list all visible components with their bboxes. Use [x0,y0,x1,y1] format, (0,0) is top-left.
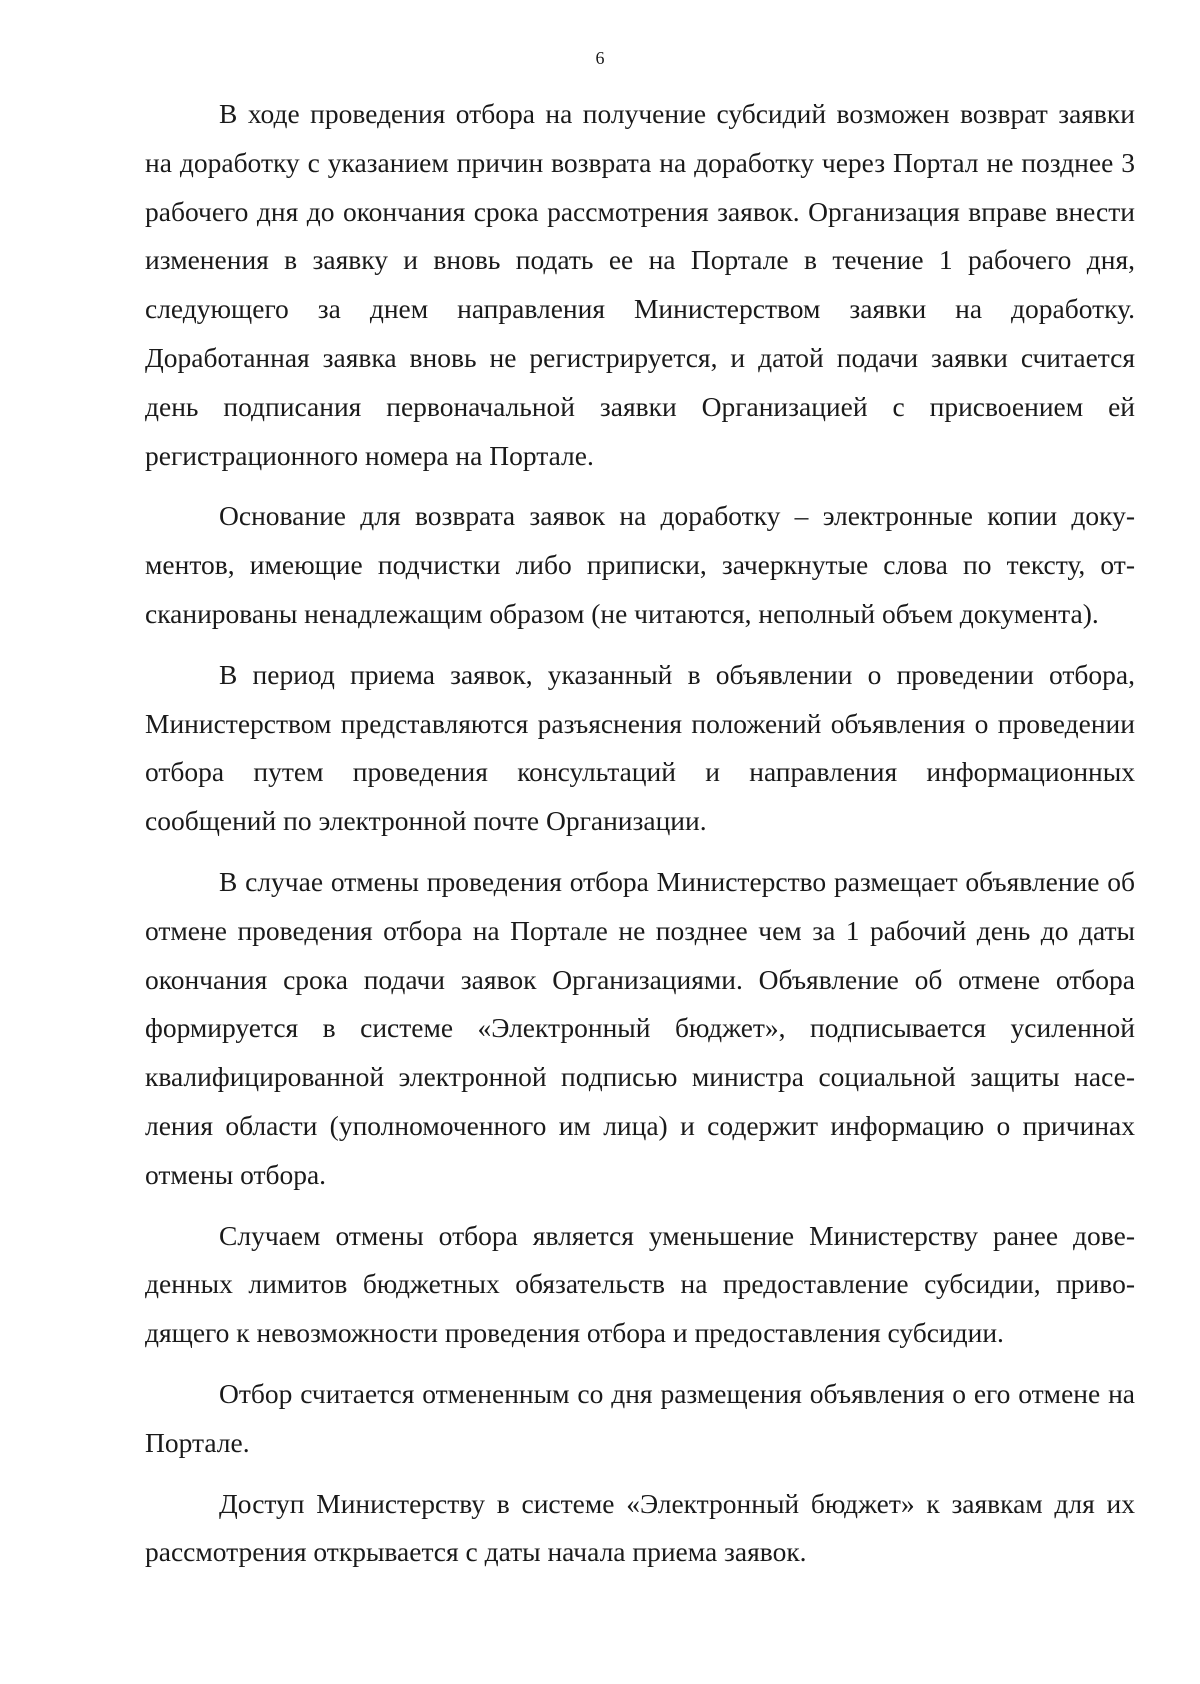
paragraph-return-for-revision: В ходе проведения отбора на получение субсидий возможен возврат заявки на доработку с указанием причин возврата на доработку через Портал не позднее 3 рабочего дня до окончания срока рассмотрения заявок. Организация вправе внести изменения в заявку и вновь подать ее на Портале в течение 1 рабочего дня, следующего за днем направления Министерством заявки на доработку. Доработанная заявка вновь не регистрируется, и датой подачи заявки считается день подписания первоначальной заявки Организацией с присвоением ей регистрационного номера на Портале. [145,98,1135,471]
document-body [145,90,1135,1577]
page-number: 6 [595,48,605,68]
paragraph-clarifications: В период приема заявок, указанный в объявлении о проведении отбора, Министерством представляются разъяснения положений объявления о проведении отбора путем проведения консультаций и направления информационных сообщений по электронной почте Организации. [145,658,1135,837]
paragraph-return-grounds: Основание для возврата заявок на доработку – электронные копии документов, имеющие подчистки либо приписки, зачеркнутые слова по тексту, отсканированы ненадлежащим образом (не читаются, неполный объем документа). [145,500,1135,629]
paragraph-cancellation-cause: Случаем отмены отбора является уменьшение Министерству ранее доведенных лимитов бюджетных обязательств на предоставление субсидии, приводящего к невозможности проведения отбора и предоставления субсидии. [145,1219,1135,1349]
paragraph-access-to-applications: Доступ Министерству в системе «Электронный бюджет» к заявкам для их рассмотрения открывается с даты начала приема заявок. [145,1487,1135,1568]
paragraph-cancellation-effective: Отбор считается отмененным со дня размещения объявления о его отмене на Портале. [145,1377,1135,1458]
paragraph-cancellation-procedure: В случае отмены проведения отбора Министерство размещает объявление об отмене проведения отбора на Портале не позднее чем за 1 рабочий день до даты окончания срока подачи заявок Организациями. Объявление об отмене отбора формируется в системе «Электронный бюджет», подписывается усиленной квалифицированной электронной подписью министра социальной защиты населения области (уполномоченного им лица) и содержит информацию о причинах отмены отбора. [145,865,1135,1190]
